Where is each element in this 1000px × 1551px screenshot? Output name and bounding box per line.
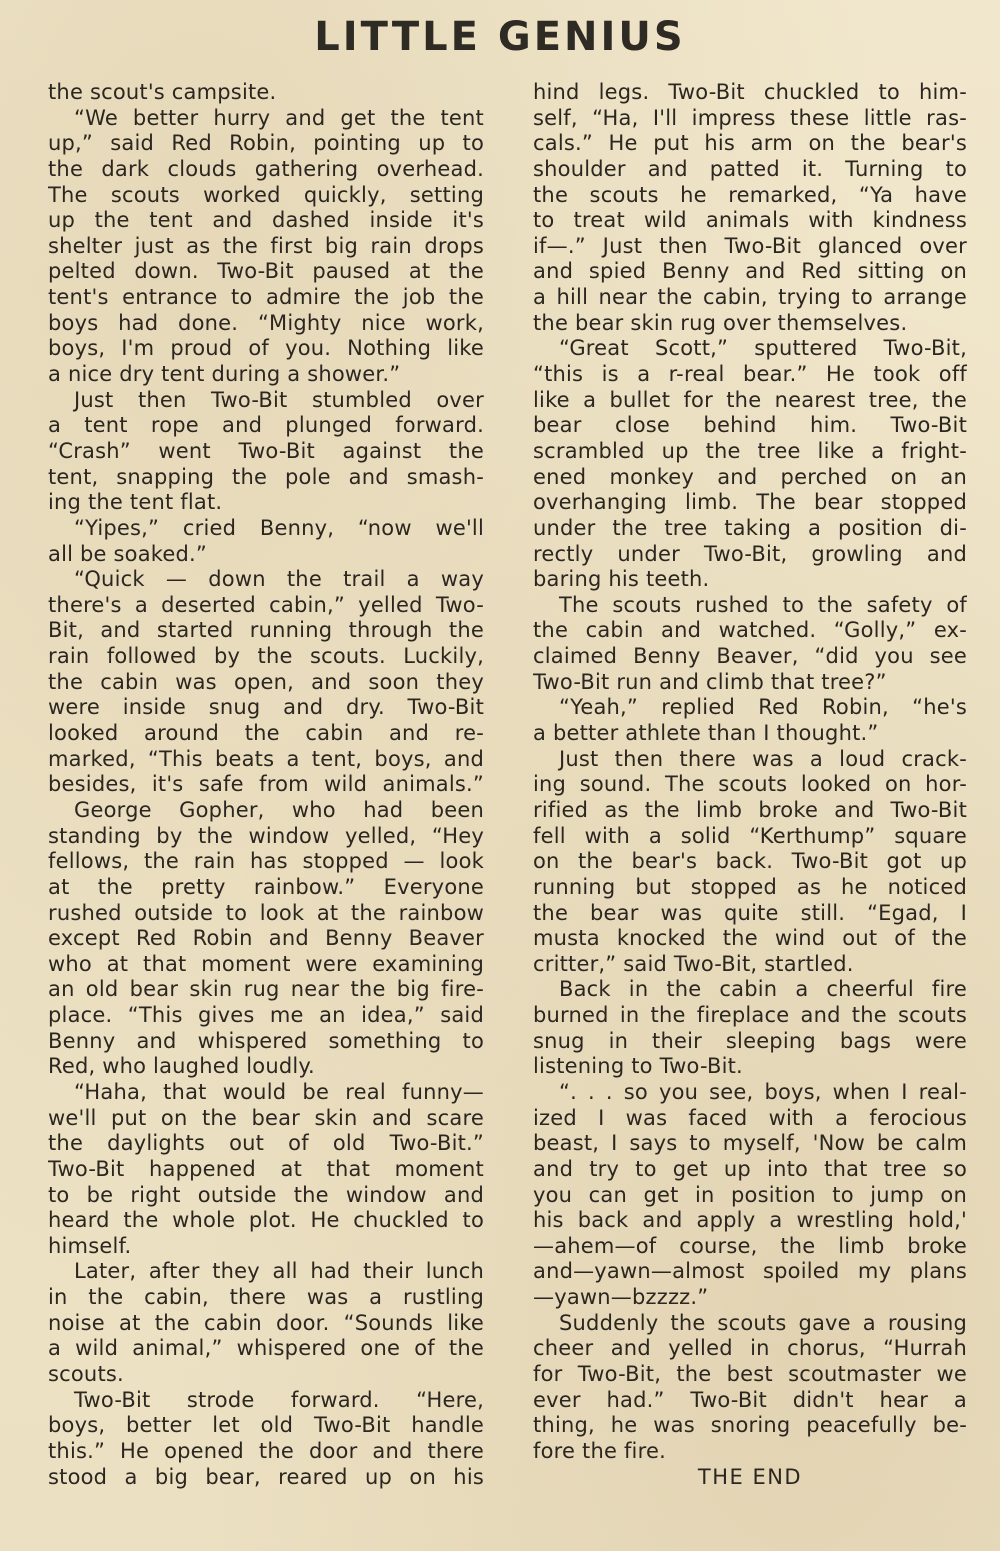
text-line: rified as the limb broke and Two-Bit	[533, 797, 967, 822]
text-line: bear close behind him. Two-Bit	[533, 413, 967, 438]
text-line: hind legs. Two-Bit chuckled to him-	[533, 80, 967, 104]
text-line: at the pretty rainbow.” Everyone	[48, 874, 484, 899]
text-line: for Two-Bit, the best scoutmaster we	[533, 1362, 967, 1387]
text-line: thing, he was snoring peacefully be-	[533, 1413, 967, 1438]
text-line: stood a big bear, reared up on his	[48, 1464, 484, 1489]
text-line: ized I was faced with a ferocious	[533, 1105, 967, 1130]
text-line: were inside snug and dry. Two-Bit	[48, 695, 484, 720]
right-text-column	[533, 80, 967, 1520]
text-line: a wild animal,” whispered one of the	[48, 1336, 484, 1361]
text-line: pelted down. Two-Bit paused at the	[48, 259, 484, 284]
text-line: Two-Bit happened at that moment	[48, 1156, 484, 1181]
text-line: Suddenly the scouts gave a rousing	[559, 1310, 967, 1335]
text-line: place. “This gives me an idea,” said	[48, 1003, 484, 1028]
text-line: a hill near the cabin, trying to arrange	[533, 285, 967, 310]
text-line: scouts.	[48, 1362, 124, 1387]
text-line: except Red Robin and Benny Beaver	[48, 926, 484, 951]
text-line: ing sound. The scouts looked on hor-	[533, 772, 967, 797]
text-line: “Yipes,” cried Benny, “now we'll	[74, 515, 484, 540]
text-line: Just then Two-Bit stumbled over	[74, 387, 484, 412]
text-line: noise at the cabin door. “Sounds like	[48, 1310, 484, 1335]
text-line: “this is a r-real bear.” He took off	[533, 362, 967, 387]
text-line: all be soaked.”	[48, 541, 208, 566]
text-line: the daylights out of old Two-Bit.”	[48, 1131, 484, 1156]
text-line: critter,” said Two-Bit, startled.	[533, 951, 854, 976]
text-line: Two-Bit strode forward. “Here,	[74, 1387, 484, 1412]
text-line: tent, snapping the pole and smash-	[48, 464, 484, 489]
text-line: to be right outside the window and	[48, 1182, 484, 1207]
text-line: musta knocked the wind out of the	[533, 926, 967, 951]
text-line: this.” He opened the door and there	[48, 1438, 484, 1463]
text-line: snug in their sleeping bags were	[533, 1028, 967, 1053]
text-line: running but stopped as he noticed	[533, 874, 967, 899]
left-text-column	[48, 80, 484, 1520]
text-line: baring his teeth.	[533, 567, 710, 592]
text-line: Back in the cabin a cheerful fire	[559, 977, 967, 1002]
text-line: The scouts rushed to the safety of	[559, 592, 967, 617]
text-line: burned in the fireplace and the scouts	[533, 1003, 967, 1028]
text-line: a nice dry tent during a shower.”	[48, 362, 401, 387]
story-end-label: THE END	[697, 1464, 803, 1489]
text-line: if—.” Just then Two-Bit glanced over	[533, 233, 967, 258]
text-line: boys, I'm proud of you. Nothing like	[48, 336, 484, 361]
text-line: and—yawn—almost spoiled my plans	[533, 1259, 967, 1284]
text-line: ever had.” Two-Bit didn't hear a	[533, 1387, 967, 1412]
text-line: “. . . so you see, boys, when I real-	[559, 1079, 967, 1104]
text-line: “We better hurry and get the tent	[74, 105, 484, 130]
text-line: cals.” He put his arm on the bear's	[533, 131, 967, 156]
text-line: Two-Bit run and climb that tree?”	[533, 669, 887, 694]
text-line: listening to Two-Bit.	[533, 1054, 743, 1079]
text-line: self, “Ha, I'll impress these little ras-	[533, 105, 967, 130]
text-line: his back and apply a wrestling hold,'	[533, 1208, 967, 1233]
text-line: there's a deserted cabin,” yelled Two-	[48, 592, 484, 617]
text-line: boys, better let old Two-Bit handle	[48, 1413, 484, 1438]
text-line: the scout's campsite.	[48, 80, 277, 104]
text-line: “Yeah,” replied Red Robin, “he's	[559, 695, 967, 720]
text-line: an old bear skin rug near the big fire-	[48, 977, 484, 1002]
text-line: ing the tent flat.	[48, 490, 223, 515]
text-line: standing by the window yelled, “Hey	[48, 823, 484, 848]
text-line: rain followed by the scouts. Luckily,	[48, 644, 484, 669]
text-line: the dark clouds gathering overhead.	[48, 156, 484, 181]
text-line: claimed Benny Beaver, “did you see	[533, 644, 967, 669]
text-line: a better athlete than I thought.”	[533, 721, 879, 746]
text-line: up,” said Red Robin, pointing up to	[48, 131, 484, 156]
text-line: fellows, the rain has stopped — look	[48, 849, 484, 874]
text-line: to treat wild animals with kindness	[533, 208, 967, 233]
text-line: looked around the cabin and re-	[48, 721, 484, 746]
text-line: shoulder and patted it. Turning to	[533, 156, 967, 181]
text-line: on the bear's back. Two-Bit got up	[533, 849, 967, 874]
text-line: heard the whole plot. He chuckled to	[48, 1208, 484, 1233]
text-line: and spied Benny and Red sitting on	[533, 259, 967, 284]
text-line: Later, after they all had their lunch	[74, 1259, 484, 1284]
text-line: scrambled up the tree like a fright-	[533, 438, 967, 463]
text-line: Red, who laughed loudly.	[48, 1054, 315, 1079]
text-line: under the tree taking a position di-	[533, 515, 967, 540]
text-line: fell with a solid “Kerthump” square	[533, 823, 967, 848]
text-line: up the tent and dashed inside it's	[48, 208, 484, 233]
text-line: —yawn—bzzzz.”	[533, 1285, 709, 1310]
text-line: rectly under Two-Bit, growling and	[533, 541, 967, 566]
text-line: Just then there was a loud crack-	[559, 746, 967, 771]
text-line: you can get in position to jump on	[533, 1182, 967, 1207]
page-title: LITTLE GENIUS	[314, 14, 686, 60]
text-line: we'll put on the bear skin and scare	[48, 1105, 484, 1130]
text-line: overhanging limb. The bear stopped	[533, 490, 967, 515]
text-line: “Quick — down the trail a way	[74, 567, 484, 592]
text-line: the cabin was open, and soon they	[48, 669, 484, 694]
text-line: fore the fire.	[533, 1438, 666, 1463]
text-line: beast, I says to myself, 'Now be calm	[533, 1131, 967, 1156]
text-line: rushed outside to look at the rainbow	[48, 900, 484, 925]
text-line: George Gopher, who had been	[74, 797, 484, 822]
text-line: a tent rope and plunged forward.	[48, 413, 484, 438]
text-line: the bear skin rug over themselves.	[533, 310, 908, 335]
text-line: Bit, and started running through the	[48, 618, 484, 643]
text-line: shelter just as the first big rain drops	[48, 233, 484, 258]
text-line: “Great Scott,” sputtered Two-Bit,	[559, 336, 967, 361]
text-line: the cabin and watched. “Golly,” ex-	[533, 618, 967, 643]
text-line: and try to get up into that tree so	[533, 1156, 967, 1181]
text-line: himself.	[48, 1233, 132, 1258]
text-line: boys had done. “Mighty nice work,	[48, 310, 484, 335]
text-line: “Crash” went Two-Bit against the	[48, 438, 484, 463]
text-line: ened monkey and perched on an	[533, 464, 967, 489]
text-line: cheer and yelled in chorus, “Hurrah	[533, 1336, 967, 1361]
text-line: marked, “This beats a tent, boys, and	[48, 746, 484, 771]
text-line: “Haha, that would be real funny—	[74, 1079, 484, 1104]
text-line: tent's entrance to admire the job the	[48, 285, 484, 310]
text-line: besides, it's safe from wild animals.”	[48, 772, 484, 797]
text-line: —ahem—of course, the limb broke	[533, 1233, 967, 1258]
text-line: who at that moment were examining	[48, 951, 484, 976]
text-line: Benny and whispered something to	[48, 1028, 484, 1053]
text-line: the bear was quite still. “Egad, I	[533, 900, 967, 925]
text-line: like a bullet for the nearest tree, the	[533, 387, 967, 412]
text-line: the scouts he remarked, “Ya have	[533, 182, 967, 207]
text-line: in the cabin, there was a rustling	[48, 1285, 484, 1310]
text-line: The scouts worked quickly, setting	[48, 182, 484, 207]
